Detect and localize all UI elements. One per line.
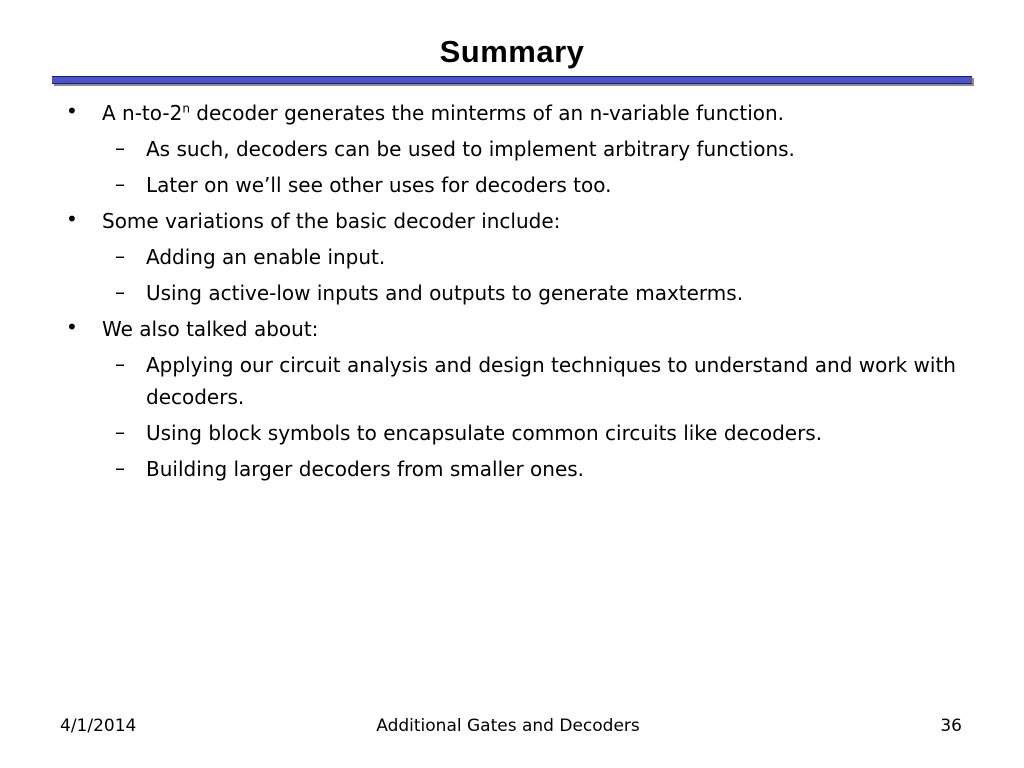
sub-list — [102, 133, 960, 201]
footer-title: Additional Gates and Decoders — [376, 716, 640, 736]
title-rule — [52, 76, 972, 84]
bullet-glyph: • — [66, 315, 78, 339]
dash-glyph: – — [115, 280, 125, 304]
sub-item-text: Adding an enable input. — [146, 245, 386, 269]
sub-item — [102, 169, 960, 201]
sub-item — [102, 241, 960, 273]
footer-date: 4/1/2014 — [60, 716, 137, 736]
sub-item — [102, 417, 960, 449]
sub-item-text: Using block symbols to encapsulate common circuits like decoders. — [146, 421, 823, 445]
dash-glyph: – — [115, 136, 125, 160]
sub-item-text: Later on we’ll see other uses for decoders too. — [146, 173, 612, 197]
dash-glyph: – — [115, 456, 125, 480]
dash-glyph: – — [115, 172, 125, 196]
bullet-list — [60, 97, 960, 485]
bullet-glyph: • — [66, 207, 78, 231]
sub-item-text: As such, decoders can be used to implement arbitrary functions. — [146, 137, 795, 161]
bullet-text: Some variations of the basic decoder include: — [102, 209, 561, 233]
bullet-item-variations — [60, 205, 960, 309]
bullet-text — [102, 101, 784, 125]
bullet-text-prefix: A n-to-2 — [102, 101, 183, 125]
sub-item-text: Building larger decoders from smaller ones. — [146, 457, 585, 481]
bullet-text: We also talked about: — [102, 317, 319, 341]
bullet-item-also-talked — [60, 313, 960, 485]
sub-item — [102, 277, 960, 309]
slide-body — [60, 97, 960, 489]
bullet-item-decoder-minterms — [60, 97, 960, 201]
sub-list — [102, 241, 960, 309]
page-number: 36 — [940, 716, 962, 736]
bullet-glyph: • — [66, 99, 78, 123]
dash-glyph: – — [115, 244, 125, 268]
sub-item-text: Applying our circuit analysis and design techniques to understand and work with decoders. — [146, 353, 956, 409]
sub-item — [102, 133, 960, 165]
sub-item-text: Using active-low inputs and outputs to generate maxterms. — [146, 281, 744, 305]
sub-item — [102, 349, 960, 413]
dash-glyph: – — [115, 352, 125, 376]
superscript-n: n — [182, 101, 190, 116]
slide-title: Summary — [439, 34, 585, 69]
dash-glyph: – — [115, 420, 125, 444]
bullet-text-suffix: decoder generates the minterms of an n-variable function. — [189, 101, 785, 125]
sub-list — [102, 349, 960, 485]
sub-item — [102, 453, 960, 485]
